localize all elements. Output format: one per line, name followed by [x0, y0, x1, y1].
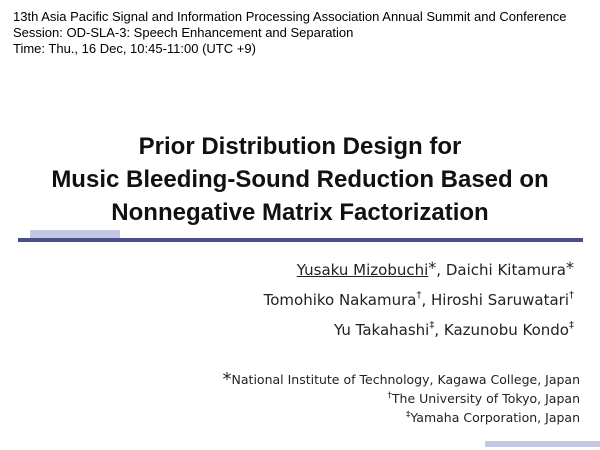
- paper-title: [0, 130, 600, 229]
- affiliation-mark: ‡: [569, 320, 574, 331]
- bottom-accent-bar: [485, 441, 600, 447]
- affiliation-item: [223, 408, 580, 427]
- author-list: [264, 255, 574, 345]
- session-time: Time: Thu., 16 Dec, 10:45-11:00 (UTC +9): [13, 41, 256, 56]
- author-line-2: [264, 285, 574, 315]
- session-line: [13, 25, 567, 41]
- affiliation-mark: ‡: [405, 410, 411, 420]
- author-name: Tomohiko Nakamura: [263, 291, 417, 309]
- author-separator: ,: [434, 321, 444, 339]
- affiliation-name: National Institute of Technology, Kagawa College, Japan: [231, 372, 580, 387]
- presenting-author: Yusaku Mizobuchi: [296, 261, 429, 279]
- title-line-1: Prior Distribution Design for: [138, 133, 462, 160]
- author-line-3: [264, 315, 574, 345]
- affiliation-mark: †: [387, 391, 392, 401]
- author-name: Yu Takahashi: [333, 321, 430, 339]
- affiliation-list: [223, 370, 580, 427]
- affiliation-mark: ‡: [429, 320, 435, 331]
- title-line-3: Nonnegative Matrix Factorization: [111, 199, 489, 226]
- author-line-1: [264, 255, 574, 285]
- conference-name: 13th Asia Pacific Signal and Information Processing Association Annual Summit and Conference: [13, 9, 567, 24]
- affiliation-name: The University of Tokyo, Japan: [391, 391, 580, 406]
- affiliation-mark: *: [222, 369, 232, 390]
- author-name: Kazunobu Kondo: [443, 321, 569, 339]
- affiliation-name: Yamaha Corporation, Japan: [410, 410, 580, 425]
- session-label: Session:: [13, 25, 67, 40]
- affiliation-mark: †: [416, 290, 422, 301]
- session-value: OD-SLA-3: Speech Enhancement and Separation: [66, 25, 354, 40]
- affiliation-mark: *: [428, 258, 437, 277]
- author-separator: ,: [421, 291, 432, 309]
- title-rule-accent: [30, 230, 120, 238]
- title-rule: [18, 238, 583, 242]
- author-separator: ,: [436, 261, 446, 279]
- affiliation-item: [223, 370, 580, 389]
- affiliation-item: [223, 389, 580, 408]
- author-name: Hiroshi Saruwatari: [431, 291, 569, 309]
- title-line-2: Music Bleeding-Sound Reduction Based on: [51, 166, 549, 193]
- affiliation-mark: †: [569, 290, 574, 301]
- author-name: Daichi Kitamura: [445, 261, 566, 279]
- affiliation-mark: *: [566, 258, 574, 277]
- slide-header: [13, 9, 567, 57]
